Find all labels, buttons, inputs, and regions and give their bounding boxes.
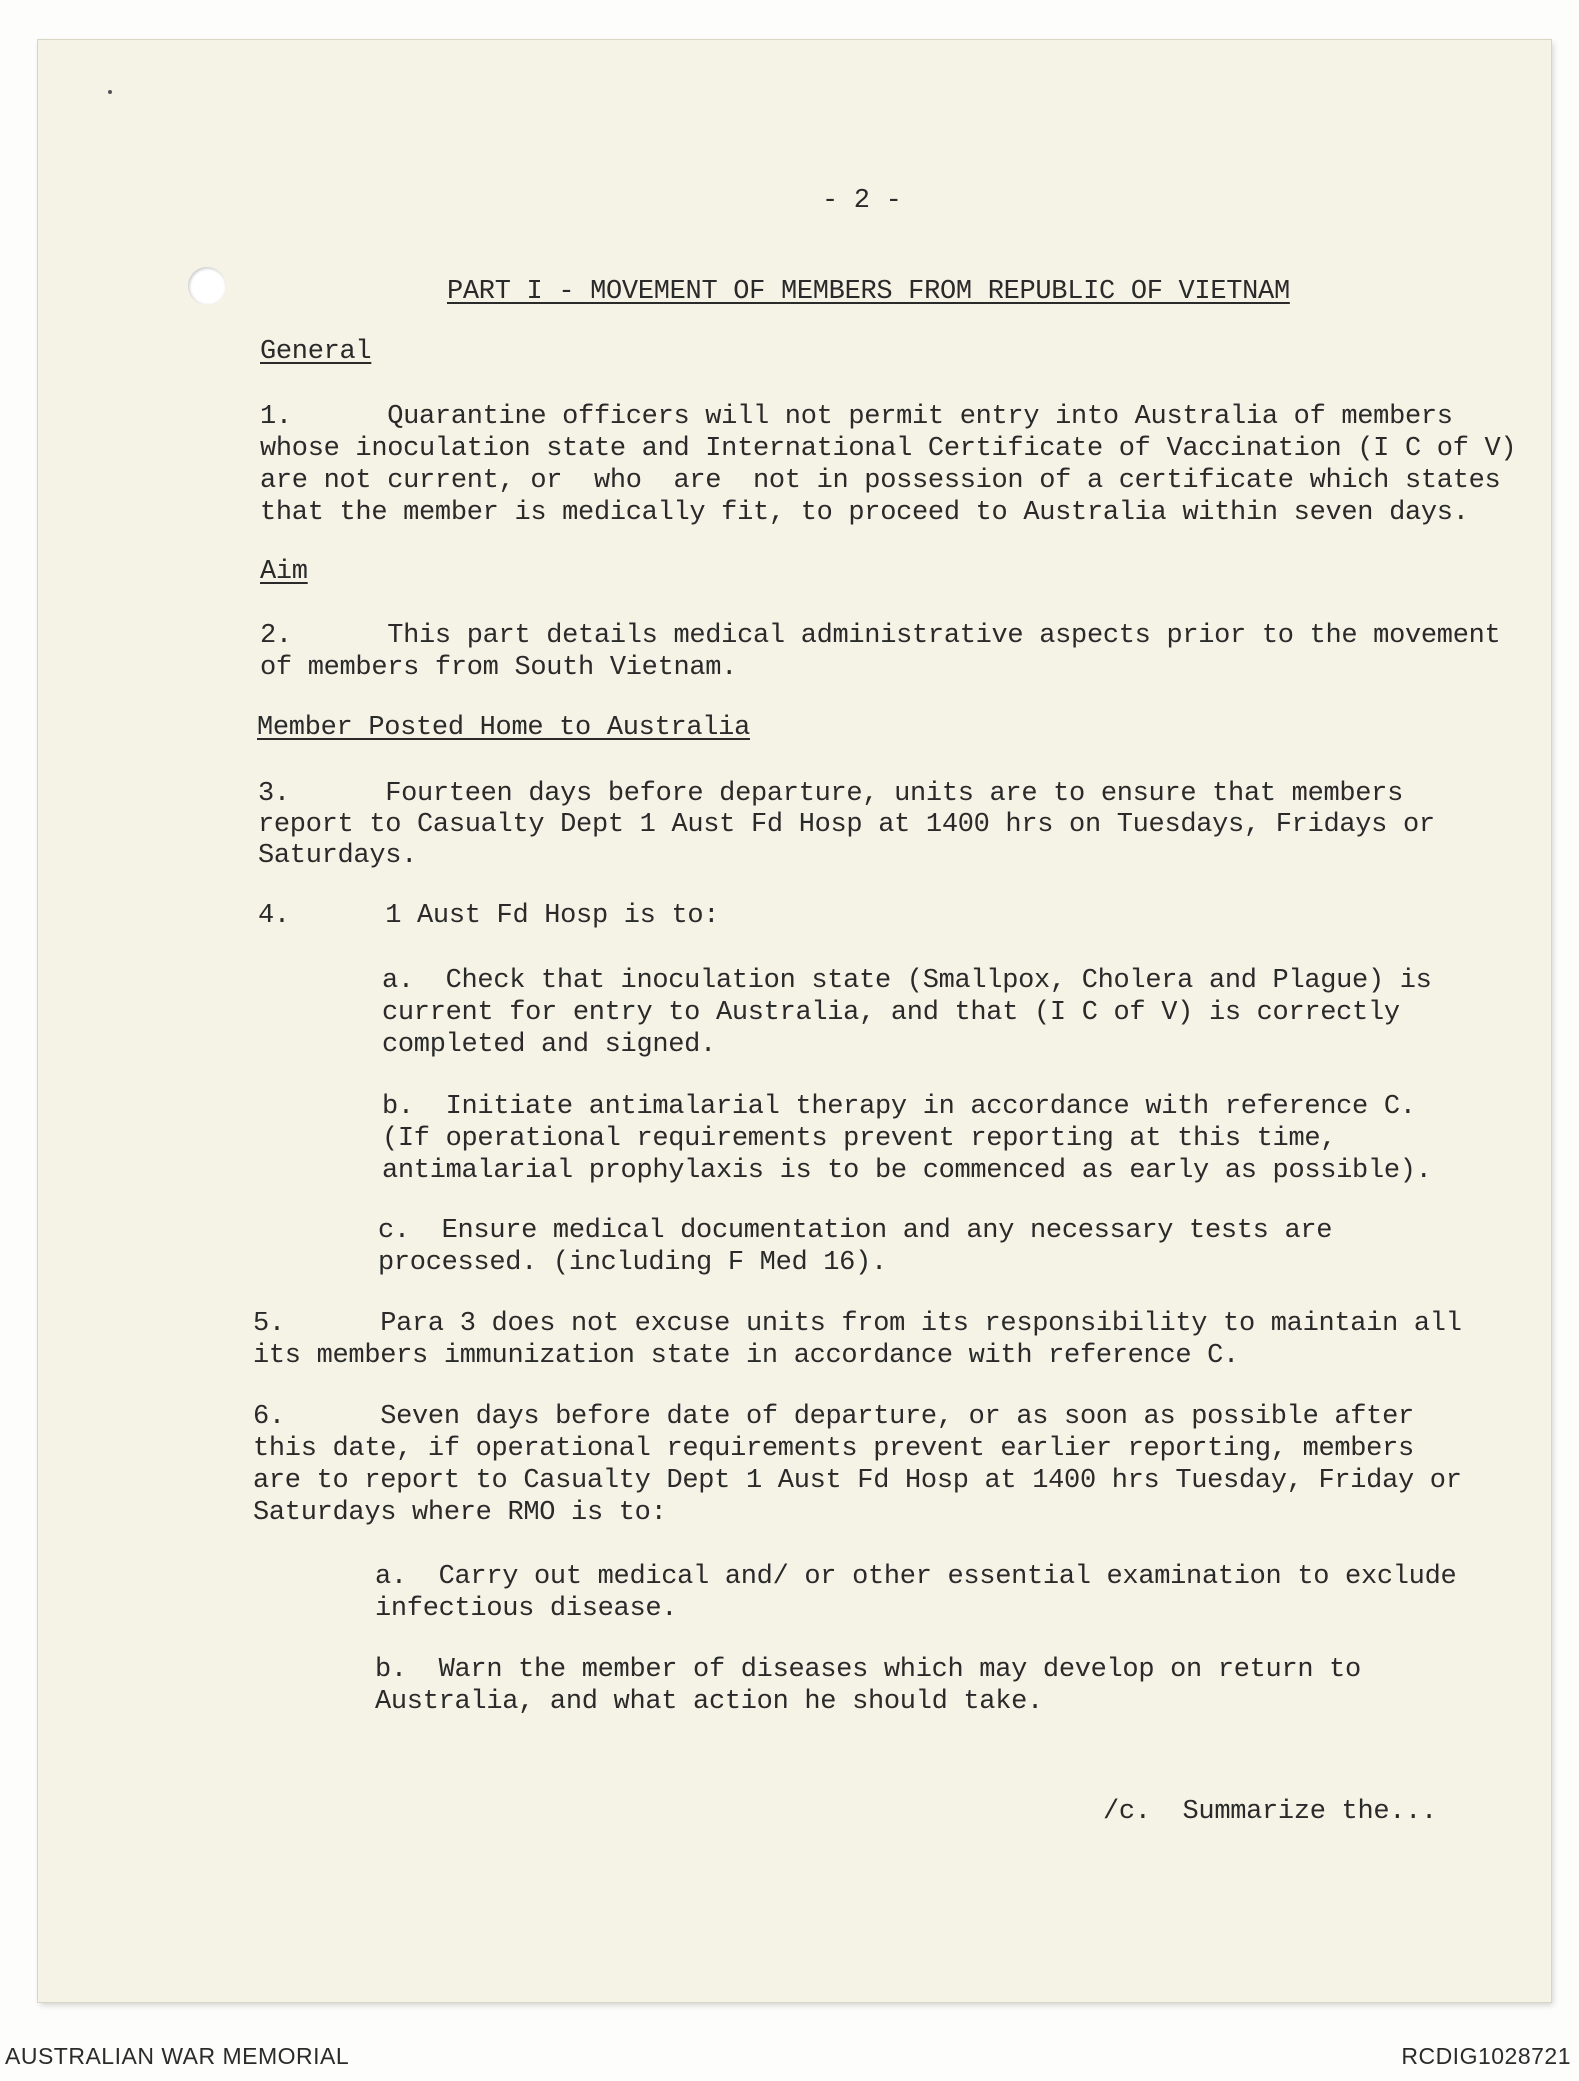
para-6-line-3: are to report to Casualty Dept 1 Aust Fd Hosp at 1400 hrs Tuesday, Friday or [253, 1466, 1462, 1496]
footer-archive-name: AUSTRALIAN WAR MEMORIAL [5, 2043, 350, 2069]
para-5-line-1: 5. Para 3 does not excuse units from its responsibility to maintain all [253, 1309, 1462, 1339]
para-1-line-2: whose inoculation state and International Certificate of Vaccination (I C of V) [260, 434, 1517, 464]
para-1-line-4: that the member is medically fit, to proceed to Australia within seven days. [260, 498, 1469, 528]
heading-general: General [260, 337, 372, 367]
page-number: - 2 - [822, 186, 902, 216]
footer-document-id: RCDIG1028721 [1401, 2043, 1571, 2069]
para-4a-line-3: completed and signed. [382, 1030, 716, 1060]
para-6-line-1: 6. Seven days before date of departure, or as soon as possible after [253, 1402, 1414, 1432]
para-4a-line-1: a. Check that inoculation state (Smallpox, Cholera and Plague) is [382, 966, 1432, 996]
para-3-line-1: 3. Fourteen days before departure, units are to ensure that members [258, 779, 1403, 809]
heading-posted-home: Member Posted Home to Australia [257, 713, 750, 743]
paper-speck [108, 90, 112, 94]
para-1-line-3: are not current, or who are not in possession of a certificate which states [260, 466, 1501, 496]
para-3-line-2: report to Casualty Dept 1 Aust Fd Hosp at 1400 hrs on Tuesdays, Fridays or [258, 810, 1435, 840]
punch-hole [188, 267, 226, 305]
para-5-line-2: its members immunization state in accordance with reference C. [253, 1341, 1239, 1371]
part-title: PART I - MOVEMENT OF MEMBERS FROM REPUBLIC OF VIETNAM [447, 277, 1290, 307]
para-6a-line-2: infectious disease. [375, 1594, 678, 1624]
para-4c-line-1: c. Ensure medical documentation and any necessary tests are [378, 1216, 1333, 1246]
para-2-line-2: of members from South Vietnam. [260, 653, 738, 683]
para-1-line-1: 1. Quarantine officers will not permit entry into Australia of members [260, 402, 1453, 432]
para-6a-line-1: a. Carry out medical and/ or other essential examination to exclude [375, 1562, 1457, 1592]
para-4c-line-2: processed. (including F Med 16). [378, 1248, 887, 1278]
continuation-note: /c. Summarize the... [1103, 1797, 1437, 1827]
para-4: 4. 1 Aust Fd Hosp is to: [258, 901, 720, 931]
para-4b-line-2: (If operational requirements prevent reporting at this time, [382, 1124, 1337, 1154]
para-3-line-3: Saturdays. [258, 841, 418, 871]
heading-aim: Aim [260, 557, 308, 587]
para-4b-line-3: antimalarial prophylaxis is to be commenced as early as possible). [382, 1156, 1432, 1186]
para-6b-line-2: Australia, and what action he should take. [375, 1687, 1043, 1717]
para-4a-line-2: current for entry to Australia, and that (I C of V) is correctly [382, 998, 1400, 1028]
para-6-line-2: this date, if operational requirements prevent earlier reporting, members [253, 1434, 1414, 1464]
para-6b-line-1: b. Warn the member of diseases which may develop on return to [375, 1655, 1361, 1685]
para-6-line-4: Saturdays where RMO is to: [253, 1498, 667, 1528]
para-2-line-1: 2. This part details medical administrative aspects prior to the movement [260, 621, 1501, 651]
para-4b-line-1: b. Initiate antimalarial therapy in accordance with reference C. [382, 1092, 1416, 1122]
